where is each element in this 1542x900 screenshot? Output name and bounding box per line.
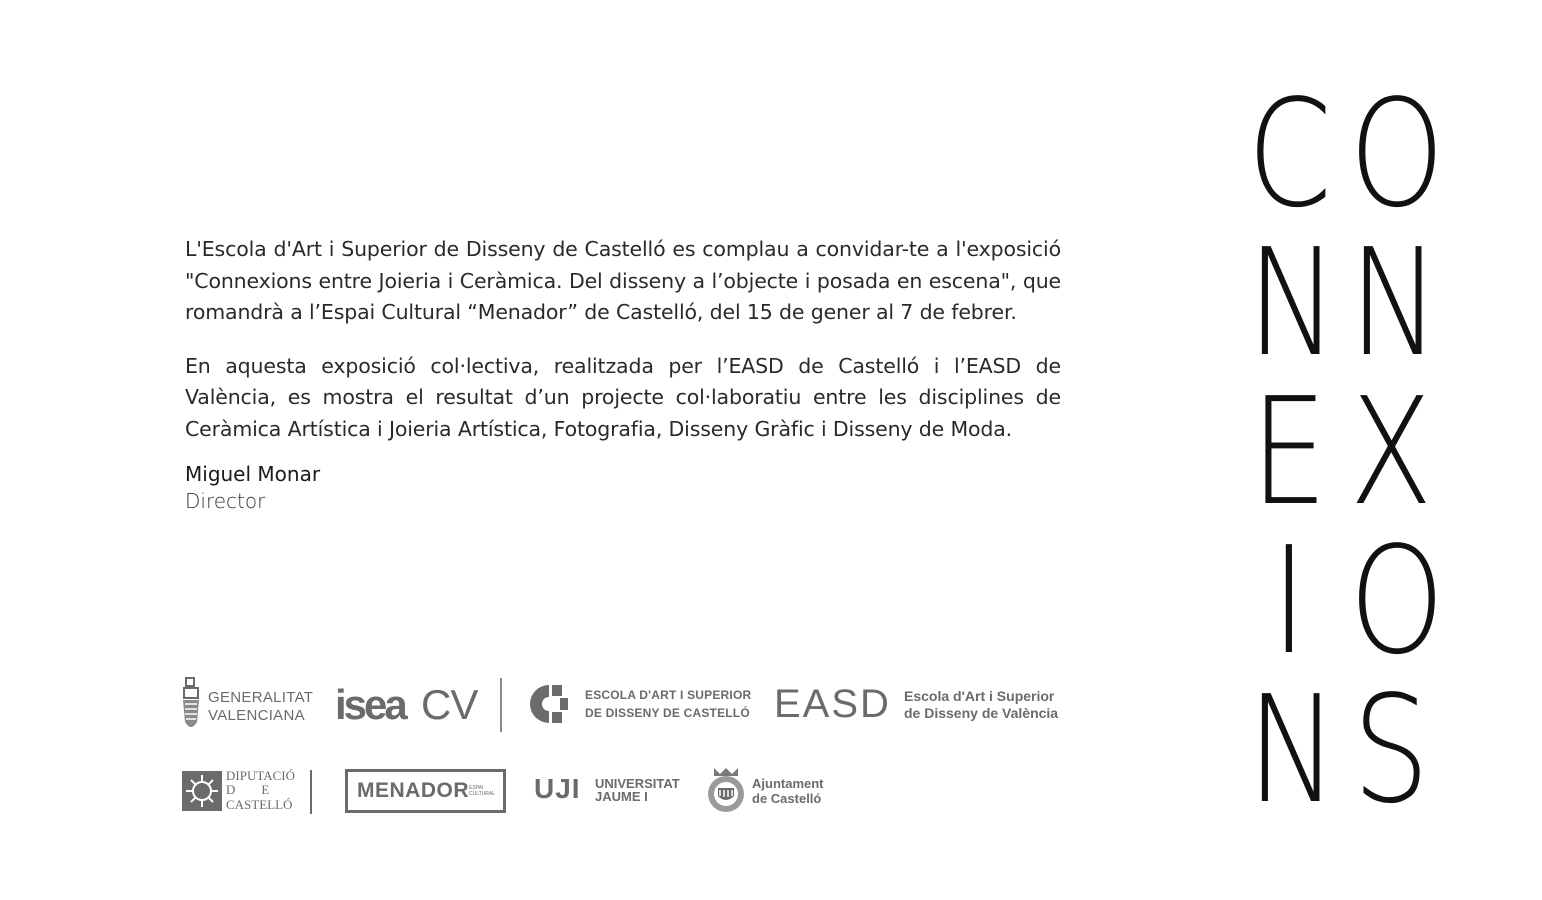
ajuntament-line-1: Ajuntament [752, 776, 824, 791]
easd-valencia-line-1: Escola d'Art i Superior [904, 688, 1055, 704]
title-letter: N [1349, 217, 1440, 389]
invitation-text [185, 234, 1061, 515]
iseacv-part-1: isea [335, 681, 405, 728]
title-letter: X [1349, 366, 1433, 538]
sponsor-logos-row-2 [180, 764, 830, 819]
diputacio-emblem-icon [182, 771, 222, 811]
ajuntament-crest-icon [704, 766, 748, 816]
uji-line-1: UNIVERSITAT [595, 776, 680, 791]
title-row [1238, 366, 1458, 538]
easd-valencia-mark [774, 681, 891, 727]
easd-castello-line-2: DE DISSENY DE CASTELLÓ [585, 706, 750, 720]
diputacio-line-2: D E [226, 782, 270, 797]
title-letter: O [1349, 68, 1445, 240]
title-letter: N [1247, 664, 1338, 836]
ajuntament-castello-logo [704, 766, 834, 818]
easd-castello-mark-icon [530, 685, 568, 723]
invitation-paragraph-1: L'Escola d'Art i Superior de Disseny de Castelló es complau a convidar-te a l'exposició "Connexions entre Joieria i Ceràmica. Del disseny a l’objecte i posada en escena", que romandrà a l’Espai Cultural “Menador” de Castelló, del 15 de gener al 7 de febrer. [185, 237, 1061, 324]
menador-logo [345, 769, 506, 813]
uji-mark: UJI [534, 773, 581, 804]
uji-line-2: JAUME I [595, 789, 648, 804]
connexions-title [1238, 68, 1458, 836]
diputacio-line-3: CASTELLÓ [226, 797, 293, 812]
signature-title: Director [185, 489, 266, 513]
generalitat-valenciana-logo [180, 676, 315, 734]
title-letter: N [1247, 217, 1338, 389]
generalitat-line-2: VALENCIANA [208, 707, 305, 724]
iseacv-part-2: CV [421, 681, 478, 728]
diputacio-castello-logo [182, 768, 314, 814]
iseacv-logo [335, 680, 480, 730]
easd-valencia-logo [774, 681, 1064, 727]
generalitat-crest-icon [180, 676, 204, 734]
invitation-paragraph-2: En aquesta exposició col·lectiva, realitzada per l’EASD de Castelló i l’EASD de València, es mostra el resultat d’un projecte col·laboratiu entre les disciplines de Ceràmica Artística i Joieria Artística, Fotografia, Disseny Gràfic i Disseny de Moda. [185, 353, 1061, 441]
title-letter: C [1247, 68, 1332, 240]
sponsor-logos-row-1 [180, 676, 1065, 736]
diputacio-divider [310, 770, 312, 814]
title-row [1238, 515, 1458, 687]
title-row [1238, 68, 1458, 240]
ajuntament-line-2: de Castelló [752, 791, 822, 806]
easd-castello-logo [530, 685, 750, 725]
logo-divider [500, 678, 502, 732]
menador-name: MENADOR [357, 779, 469, 802]
generalitat-line-1: GENERALITAT [208, 689, 314, 706]
easd-valencia-mark-text: EASD [774, 682, 891, 726]
title-row [1238, 664, 1458, 836]
uji-logo [534, 773, 694, 806]
title-row [1238, 217, 1458, 389]
diputacio-line-1: DIPUTACIÓ [226, 768, 296, 783]
menador-sub: ESPAI CULTURAL [469, 785, 496, 797]
title-letter: I [1271, 515, 1307, 687]
signature-name: Miguel Monar [185, 462, 321, 486]
easd-castello-line-1: ESCOLA D'ART I SUPERIOR [585, 688, 752, 702]
title-letter: S [1352, 664, 1430, 836]
easd-valencia-line-2: de Disseny de València [904, 705, 1059, 721]
title-letter: E [1250, 366, 1328, 538]
title-letter: O [1349, 515, 1445, 687]
